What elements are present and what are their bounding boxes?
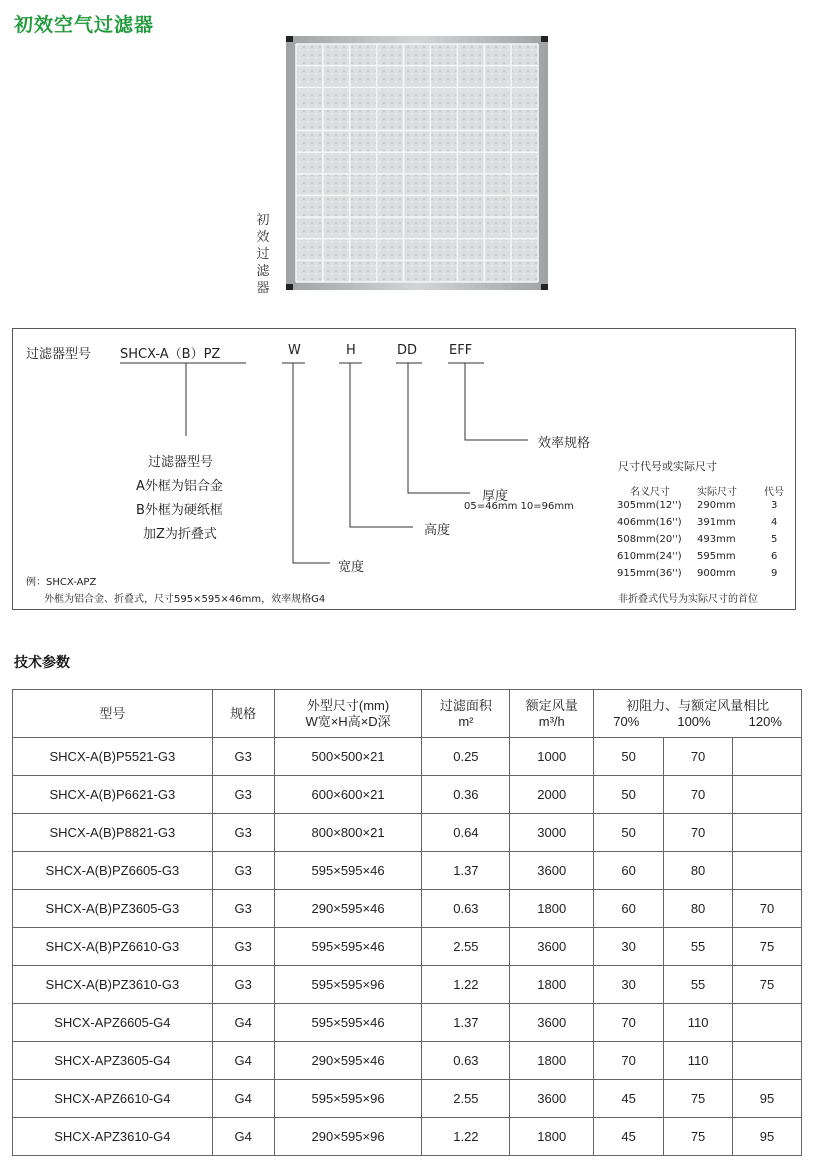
example-text: 外框为铝合金、折叠式，尺寸595×595×46mm，效率规格G4: [44, 594, 326, 605]
table-row: [13, 1080, 802, 1118]
table-cell: 110: [664, 1004, 733, 1042]
table-cell: 0.63: [422, 1042, 510, 1080]
table-cell: 0.36: [422, 776, 510, 814]
table-cell: G3: [212, 738, 274, 776]
size-note: 非折叠式代号为实际尺寸的首位: [618, 594, 758, 605]
table-cell: 1.22: [422, 966, 510, 1004]
size-row-cell: 6: [771, 551, 778, 562]
table-cell: G3: [212, 966, 274, 1004]
table-cell: 0.25: [422, 738, 510, 776]
desc-efficiency: 效率规格: [538, 436, 591, 451]
model-code-label: 过滤器型号: [26, 347, 92, 362]
table-cell: SHCX-APZ6605-G4: [13, 1004, 213, 1042]
page-title: 初效空气过滤器: [14, 14, 155, 36]
table-cell: 80: [664, 890, 733, 928]
header-res-120: 120%: [748, 713, 782, 729]
table-row: [13, 1004, 802, 1042]
table-cell: G3: [212, 814, 274, 852]
size-code-title: 尺寸代号或实际尺寸: [618, 460, 717, 473]
table-cell: 75: [733, 966, 802, 1004]
model-code-part-h: H: [346, 343, 356, 358]
table-cell: SHCX-APZ6610-G4: [13, 1080, 213, 1118]
table-cell: SHCX-A(B)PZ3605-G3: [13, 890, 213, 928]
table-cell: 70: [664, 738, 733, 776]
table-cell: 290×595×96: [274, 1118, 422, 1156]
table-cell: [733, 1004, 802, 1042]
desc-type-1: 过滤器型号: [148, 455, 214, 470]
size-row-cell: 391mm: [697, 517, 736, 528]
table-cell: 1800: [510, 1118, 594, 1156]
table-cell: 595×595×96: [274, 1080, 422, 1118]
table-cell: 80: [664, 852, 733, 890]
table-cell: SHCX-A(B)P8821-G3: [13, 814, 213, 852]
table-cell: 2.55: [422, 1080, 510, 1118]
table-cell: 95: [733, 1118, 802, 1156]
table-cell: 45: [594, 1080, 664, 1118]
table-cell: 50: [594, 776, 664, 814]
size-row-cell: 610mm(24''): [617, 551, 682, 562]
table-cell: G4: [212, 1118, 274, 1156]
table-cell: 595×595×96: [274, 966, 422, 1004]
desc-type-3: B外框为硬纸框: [136, 503, 223, 518]
table-cell: 30: [594, 928, 664, 966]
table-cell: 2.55: [422, 928, 510, 966]
desc-height: 高度: [424, 523, 451, 538]
size-row-cell: 595mm: [697, 551, 736, 562]
table-cell: 70: [664, 814, 733, 852]
table-cell: 70: [594, 1042, 664, 1080]
header-size: 外型尺寸(mm) W宽×H高×D深: [274, 690, 422, 738]
table-cell: 55: [664, 928, 733, 966]
table-cell: 1.22: [422, 1118, 510, 1156]
filter-product-image: [286, 36, 548, 290]
table-cell: 50: [594, 738, 664, 776]
header-resistance: 初阻力、与额定风量相比 70% 100% 120%: [594, 690, 802, 738]
table-cell: SHCX-APZ3610-G4: [13, 1118, 213, 1156]
size-row-cell: 508mm(20''): [617, 534, 682, 545]
table-cell: 95: [733, 1080, 802, 1118]
size-row-cell: 915mm(36''): [617, 568, 682, 579]
table-cell: SHCX-A(B)PZ3610-G3: [13, 966, 213, 1004]
table-cell: [733, 814, 802, 852]
table-cell: 3600: [510, 928, 594, 966]
table-cell: G4: [212, 1042, 274, 1080]
size-row-cell: 406mm(16''): [617, 517, 682, 528]
desc-depth-note: 05=46mm 10=96mm: [464, 501, 574, 512]
size-row-cell: 290mm: [697, 500, 736, 511]
table-cell: 0.64: [422, 814, 510, 852]
table-cell: 45: [594, 1118, 664, 1156]
desc-depth: 厚度: [482, 489, 509, 504]
table-cell: SHCX-A(B)P6621-G3: [13, 776, 213, 814]
size-row-cell: 305mm(12''): [617, 500, 682, 511]
table-cell: 0.63: [422, 890, 510, 928]
table-cell: 800×800×21: [274, 814, 422, 852]
table-row: [13, 890, 802, 928]
table-cell: 75: [664, 1118, 733, 1156]
table-cell: [733, 1042, 802, 1080]
table-row: [13, 814, 802, 852]
table-cell: 70: [594, 1004, 664, 1042]
table-cell: G3: [212, 890, 274, 928]
size-header-code: 代号: [764, 487, 784, 498]
table-cell: 3600: [510, 852, 594, 890]
table-cell: G4: [212, 1080, 274, 1118]
table-cell: 595×595×46: [274, 852, 422, 890]
size-row-cell: 3: [771, 500, 778, 511]
table-cell: 290×595×46: [274, 890, 422, 928]
table-cell: G3: [212, 928, 274, 966]
table-row: [13, 966, 802, 1004]
table-cell: 1800: [510, 966, 594, 1004]
tech-section-title: 技术参数: [14, 655, 70, 671]
table-row: [13, 1042, 802, 1080]
table-cell: 30: [594, 966, 664, 1004]
table-cell: 70: [664, 776, 733, 814]
model-code-part-dd: DD: [397, 343, 418, 358]
table-cell: 1.37: [422, 852, 510, 890]
table-cell: [733, 852, 802, 890]
size-row-cell: 900mm: [697, 568, 736, 579]
table-cell: G3: [212, 776, 274, 814]
table-cell: G4: [212, 1004, 274, 1042]
table-row: [13, 852, 802, 890]
table-cell: 3600: [510, 1004, 594, 1042]
header-res-100: 100%: [677, 713, 711, 729]
example-label: 例：SHCX-APZ: [26, 577, 97, 588]
header-res-70: 70%: [613, 713, 640, 729]
size-row-cell: 9: [771, 568, 778, 579]
table-cell: 3000: [510, 814, 594, 852]
header-model: 型号: [13, 690, 213, 738]
table-cell: 3600: [510, 1080, 594, 1118]
header-spec: 规格: [212, 690, 274, 738]
size-row-cell: 4: [771, 517, 778, 528]
desc-type-2: A外框为铝合金: [136, 479, 223, 494]
table-cell: G3: [212, 852, 274, 890]
table-cell: [733, 776, 802, 814]
size-row-cell: 5: [771, 534, 778, 545]
table-row: [13, 1118, 802, 1156]
table-cell: 1800: [510, 1042, 594, 1080]
model-code-part-w: W: [288, 343, 301, 358]
table-cell: 75: [664, 1080, 733, 1118]
table-cell: SHCX-A(B)PZ6605-G3: [13, 852, 213, 890]
table-cell: 75: [733, 928, 802, 966]
table-cell: 55: [664, 966, 733, 1004]
table-cell: 600×600×21: [274, 776, 422, 814]
table-cell: 60: [594, 852, 664, 890]
table-cell: 2000: [510, 776, 594, 814]
table-cell: 1.37: [422, 1004, 510, 1042]
size-row-cell: 493mm: [697, 534, 736, 545]
header-airflow: 额定风量 m³/h: [510, 690, 594, 738]
table-cell: SHCX-A(B)P5521-G3: [13, 738, 213, 776]
model-code-part-series: SHCX-A（B）PZ: [120, 347, 221, 362]
table-row: [13, 928, 802, 966]
desc-width: 宽度: [338, 560, 365, 575]
table-cell: 110: [664, 1042, 733, 1080]
table-cell: [733, 738, 802, 776]
image-caption: 初 效 过 滤 器: [256, 213, 270, 296]
table-cell: 595×595×46: [274, 1004, 422, 1042]
size-header-nominal: 名义尺寸: [630, 487, 670, 498]
table-header-row: [13, 690, 802, 738]
model-code-part-eff: EFF: [449, 343, 473, 358]
table-cell: 60: [594, 890, 664, 928]
size-header-actual: 实际尺寸: [697, 487, 737, 498]
header-area: 过滤面积 m²: [422, 690, 510, 738]
table-cell: 500×500×21: [274, 738, 422, 776]
table-row: [13, 776, 802, 814]
table-cell: SHCX-APZ3605-G4: [13, 1042, 213, 1080]
table-cell: 1800: [510, 890, 594, 928]
table-cell: 70: [733, 890, 802, 928]
table-cell: 50: [594, 814, 664, 852]
table-cell: 290×595×46: [274, 1042, 422, 1080]
desc-type-4: 加Z为折叠式: [143, 527, 217, 542]
table-row: [13, 738, 802, 776]
table-cell: 595×595×46: [274, 928, 422, 966]
table-cell: 1000: [510, 738, 594, 776]
tech-params-table: [12, 689, 802, 1156]
table-cell: SHCX-A(B)PZ6610-G3: [13, 928, 213, 966]
